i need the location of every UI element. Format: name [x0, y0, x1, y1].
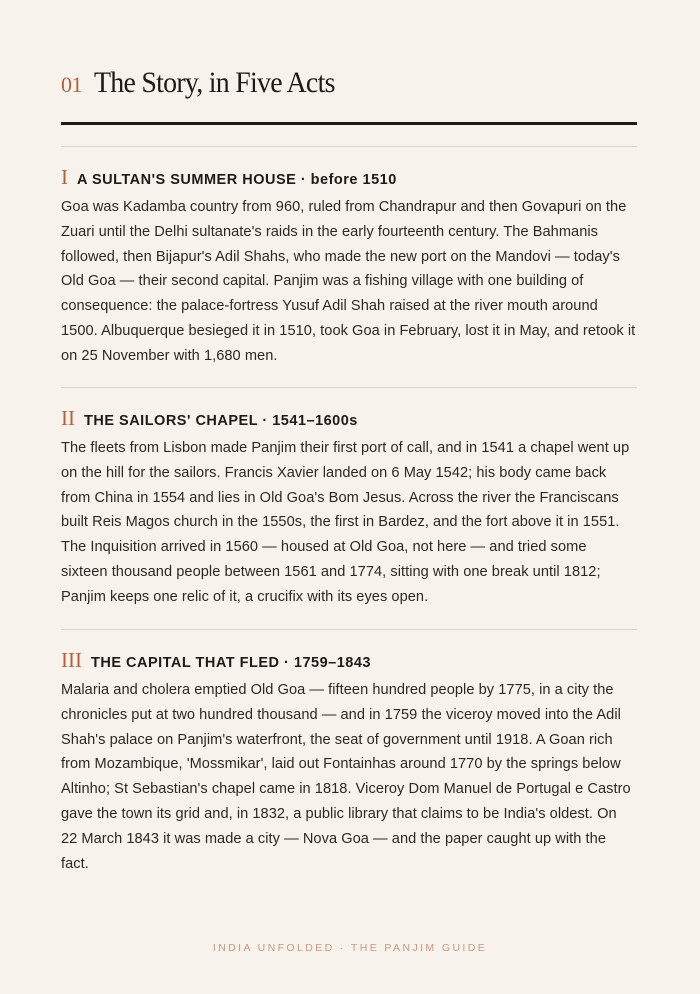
act-numeral: I [61, 165, 68, 189]
section-divider [61, 387, 637, 388]
act-title: THE CAPITAL THAT FLED · 1759–1843 [90, 655, 371, 671]
act-body: Goa was Kadamba country from 960, ruled from Chandrapur and then Govapuri on the Zuari until the Delhi sultanate's raids in the early fourteenth century. The Bahmanis followed, then Bijapur's Adil Shahs, who made the new port on the Mandovi — today's Old Goa — their second capital. Panjim was a fishing village with one building of consequence: the palace-fortress Yusuf Adil Shah raised at the river mouth around 1500. Albuquerque besieged it in 1510, took Goa in February, lost it in May, and retook it on 25 November with 1,680 men. [61, 199, 636, 364]
heading-rule [61, 122, 637, 125]
page-footer: INDIA UNFOLDED · THE PANJIM GUIDE [212, 942, 488, 954]
act-section-3 [61, 648, 637, 876]
chapter-title: The Story, in Five Acts [94, 66, 335, 99]
act-heading [61, 165, 637, 189]
act-numeral: II [61, 406, 75, 430]
section-divider [61, 146, 637, 147]
section-divider [61, 629, 637, 630]
act-section-1 [61, 165, 637, 369]
act-heading [61, 406, 637, 430]
act-section-2 [61, 406, 637, 610]
act-heading [61, 648, 637, 672]
act-title: A SULTAN'S SUMMER HOUSE · before 1510 [77, 172, 397, 188]
act-numeral: III [61, 648, 82, 672]
chapter-heading [61, 66, 353, 110]
act-title: THE SAILORS' CHAPEL · 1541–1600s [84, 413, 358, 429]
act-body: Malaria and cholera emptied Old Goa — fifteen hundred people by 1775, in a city the chronicles put at two hundred thousand — and in 1759 the viceroy moved into the Adil Shah's palace on Panjim's waterfront, the seat of government until 1918. A Goan rich from Mozambique, 'Mossmikar', laid out Fontainhas around 1770 by the springs below Altinho; St Sebastian's chapel came in 1818. Viceroy Dom Manuel de Portugal e Castro gave the town its grid and, in 1832, a public library that claims to be India's oldest. On 22 March 1843 it was made a city — Nova Goa — and the paper caught up with the fact. [61, 682, 631, 872]
act-body: The fleets from Lisbon made Panjim their first port of call, and in 1541 a chapel went up on the hill for the sailors. Francis Xavier landed on 6 May 1542; his body came back from China in 1554 and lies in Old Goa's Bom Jesus. Across the river the Franciscans built Reis Magos church in the 1550s, the first in Bardez, and the fort above it in 1551. The Inquisition arrived in 1560 — housed at Old Goa, not here — and tried some sixteen thousand people between 1561 and 1774, sitting with one break until 1812; Panjim keeps one relic of it, a crucifix with its eyes open. [61, 440, 630, 605]
chapter-number: 01 [61, 72, 82, 97]
